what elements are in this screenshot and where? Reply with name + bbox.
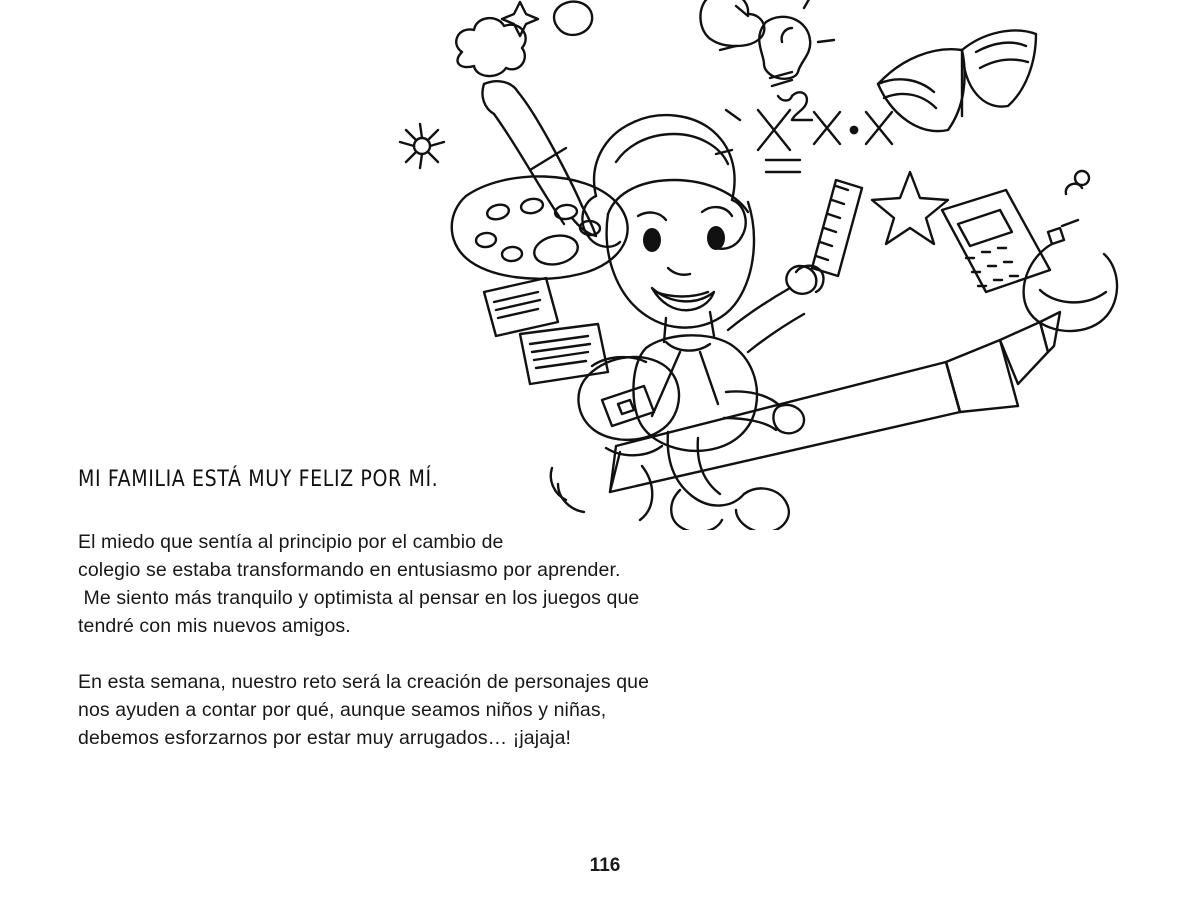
paper-sheet-icon-1	[484, 278, 558, 336]
cloud-shape-icon	[700, 0, 764, 46]
boy-face	[638, 207, 732, 310]
boy-head	[607, 180, 754, 328]
boy-body	[633, 312, 757, 451]
eyebrow-right	[702, 207, 732, 216]
sparkle-icon	[502, 2, 538, 36]
nose	[668, 268, 690, 275]
page-number	[0, 855, 1200, 877]
page-number-value: 116	[589, 855, 621, 876]
paint-palette-icon	[452, 176, 628, 278]
math-formula-icon	[716, 92, 892, 172]
blob-icon	[554, 2, 592, 35]
calculator-icon	[942, 190, 1050, 292]
ruler-icon	[812, 180, 862, 276]
article-text	[78, 466, 798, 752]
paragraph-1-line-3: Me siento más tranquilo y optimista al pensar en los juegos que	[78, 587, 640, 609]
mouth	[652, 288, 714, 310]
paintbrush-icon	[482, 81, 596, 236]
light-bulb-icon	[720, 0, 834, 101]
backpack-icon	[578, 357, 679, 455]
eye-right	[707, 226, 725, 250]
paragraph-2-line-3: debemos esforzarnos por estar muy arrugados… ¡jajaja!	[78, 727, 572, 749]
paragraph-2	[78, 668, 798, 752]
paragraph-2-line-1: En esta semana, nuestro reto será la creación de personajes que	[78, 671, 650, 693]
eye-left	[643, 228, 661, 252]
illustration-boy-flying-on-pencil	[380, 0, 1170, 530]
paragraph-1	[78, 528, 798, 640]
lab-flask-icon	[1024, 171, 1117, 331]
eyebrow-left	[638, 213, 666, 220]
star-icon	[872, 172, 948, 244]
boy-arm-up	[728, 266, 823, 352]
boy-arm-forward	[724, 392, 804, 434]
open-book-icon	[878, 31, 1036, 132]
flower-icon	[400, 124, 444, 168]
paragraph-1-line-4: tendré con mis nuevos amigos.	[78, 615, 351, 637]
paper-sheet-icon-2	[520, 324, 608, 384]
paragraph-2-line-2: nos ayuden a contar por qué, aunque seamos niños y niñas,	[78, 699, 607, 721]
paragraph-1-line-2: colegio se estaba transformando en entusiasmo por aprender.	[78, 559, 621, 581]
page-title: MI FAMILIA ESTÁ MUY FELIZ POR MÍ.	[78, 466, 439, 492]
paragraph-1-line-1: El miedo que sentía al principio por el cambio de	[78, 531, 504, 553]
